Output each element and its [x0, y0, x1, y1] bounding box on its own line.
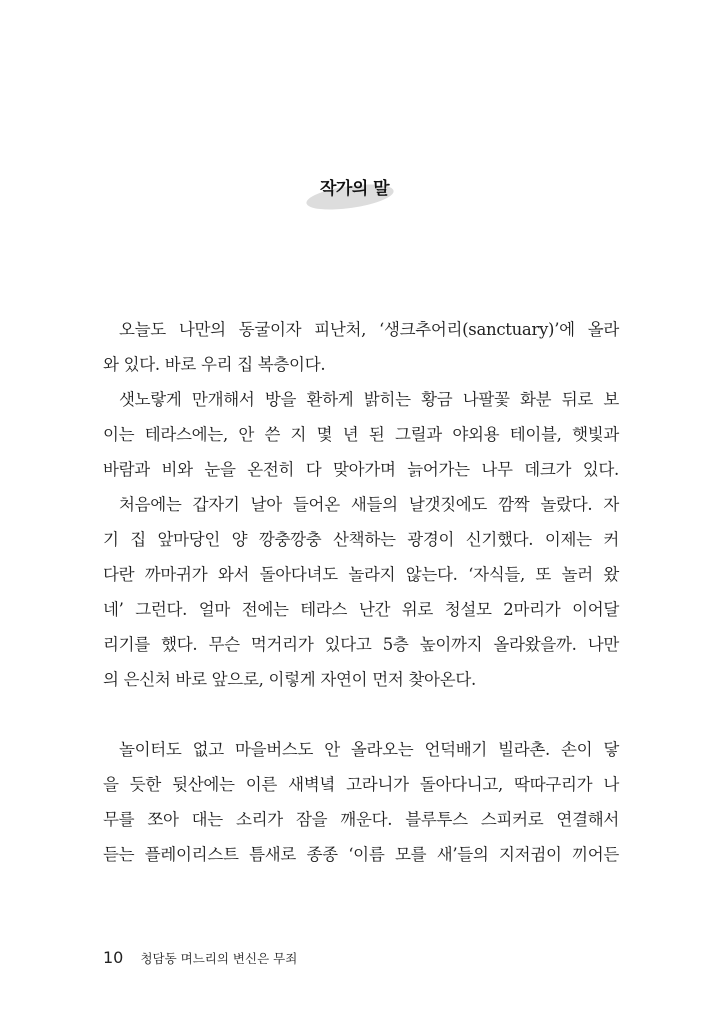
- text-line: 놀이터도 없고 마을버스도 안 올라오는 언덕배기 빌라촌. 손이 닿: [119, 740, 619, 759]
- text-line: 다란 까마귀가 와서 돌아다녀도 놀라지 않는다. ‘자식들, 또 놀러 왔: [103, 565, 619, 584]
- text-line: 와 있다. 바로 우리 집 복층이다.: [103, 355, 326, 374]
- text-line: 의 은신처 바로 앞으로, 이렇게 자연이 먼저 찾아온다.: [103, 670, 476, 689]
- text-line: 네’ 그런다. 얼마 전에는 테라스 난간 위로 청설모 2마리가 이어달: [103, 600, 619, 619]
- text-line: 무를 쪼아 대는 소리가 잠을 깨운다. 블루투스 스피커로 연결해서: [103, 810, 619, 829]
- text-line: 샛노랗게 만개해서 방을 환하게 밝히는 황금 나팔꽃 화분 뒤로 보: [119, 390, 619, 409]
- text-line: 듣는 플레이리스트 틈새로 종종 ‘이름 모를 새’들의 지저귐이 끼어든: [103, 845, 619, 864]
- body-text: [103, 312, 619, 872]
- text-line: 바람과 비와 눈을 온전히 다 맞아가며 늙어가는 나무 데크가 있다.: [103, 460, 619, 479]
- text-line: 이는 테라스에는, 안 쓴 지 몇 년 된 그릴과 야외용 테이블, 햇빛과: [103, 425, 619, 444]
- text-line: 오늘도 나만의 동굴이자 피난처, ‘생크추어리(sanctuary)’에 올라: [119, 320, 619, 339]
- chapter-heading: [300, 168, 420, 212]
- text-line: 리기를 했다. 무슨 먹거리가 있다고 5층 높이까지 올라왔을까. 나만: [103, 635, 619, 654]
- text-line: 을 듯한 뒷산에는 이른 새벽녘 고라니가 돌아다니고, 딱따구리가 나: [103, 775, 619, 794]
- page-footer: [103, 948, 297, 967]
- book-title: 청담동 며느리의 변신은 무죄: [140, 951, 298, 966]
- text-line: 기 집 앞마당인 양 깡충깡충 산책하는 광경이 신기했다. 이제는 커: [103, 530, 619, 549]
- chapter-title: 작가의 말: [320, 179, 390, 199]
- text-line: 처음에는 갑자기 날아 들어온 새들의 날갯짓에도 깜짝 놀랐다. 자: [119, 495, 619, 514]
- page-number: 10: [103, 948, 124, 967]
